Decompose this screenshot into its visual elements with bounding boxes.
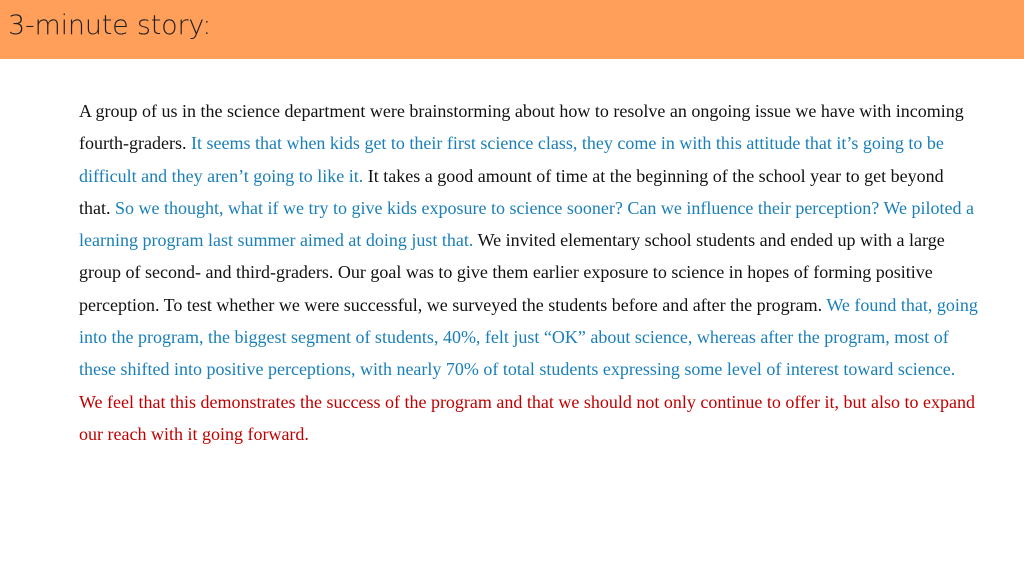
story-segment-5: We invited elementary school students and ended up with a large group of second- and third-graders. Our goal was to give them earlier exposure to science in hopes of forming positive perception. To test whether we were successful, we surveyed the students before and after the program.: [79, 230, 945, 315]
story-segment-4: So we thought, what if we try to give kids exposure to science sooner? Can we influence their perception? We piloted a learning program last summer aimed at doing just that.: [79, 197, 974, 251]
story-segment-6: We found that, going into the program, the biggest segment of students, 40%, felt just “OK” about science, whereas after the program, most of these shifted into positive perceptions, with nearly 70% of total students expressing some level of interest toward science.: [79, 294, 978, 380]
slide-title: 3-minute story:: [8, 10, 212, 41]
story-segment-3: It takes a good amount of time at the beginning of the school year to get beyond that.: [79, 165, 944, 218]
story-paragraph: [79, 95, 979, 450]
story-segment-7: We feel that this demonstrates the success of the program and that we should not only continue to offer it, but also to expand our reach with it going forward.: [79, 391, 976, 444]
story-segment-2: It seems that when kids get to their first science class, they come in with this attitude that it’s going to be difficult and they aren’t going to like it.: [79, 133, 944, 186]
story-segment-1: A group of us in the science department were brainstorming about how to resolve an ongoing issue we have with incoming fourth-graders.: [79, 101, 964, 154]
title-bar: [0, 0, 1024, 59]
